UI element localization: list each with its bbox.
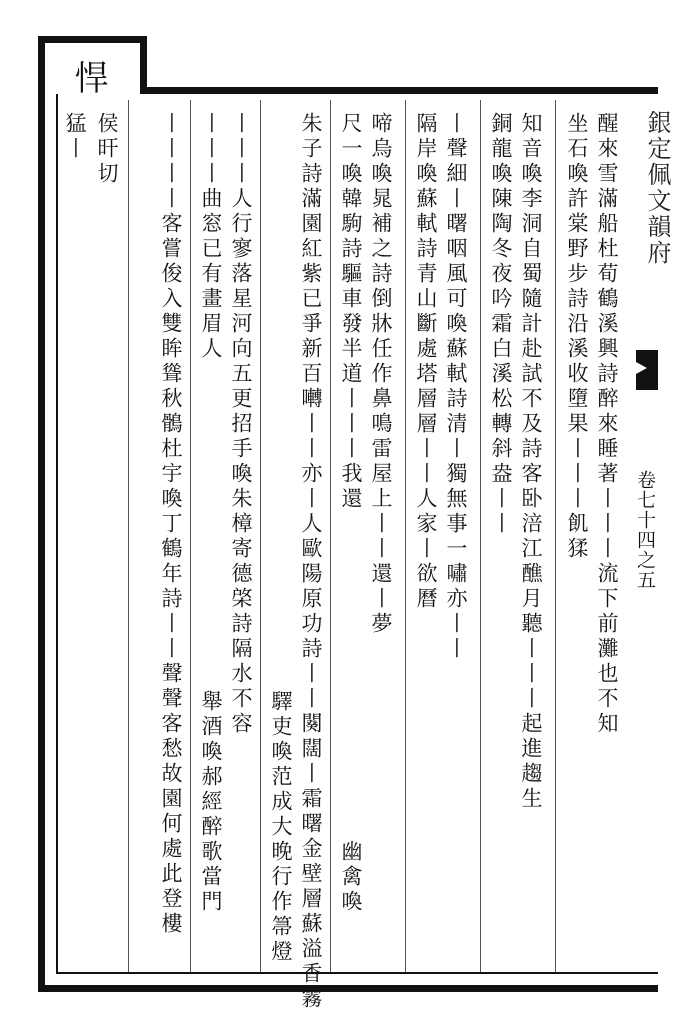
column-rule xyxy=(128,100,129,972)
text-column-9: 幽禽喚 xyxy=(339,840,363,915)
text-column-13: 丨丨丨曲窓已有畫眉人 xyxy=(199,112,223,362)
text-column-14: 舉酒喚郝經醉歌當門 xyxy=(199,690,223,915)
text-column-10: 朱子詩滿園紅紫已爭新百囀丨丨亦丨人歐陽原功詩丨丨闋闊丨霜曙金壁層蘇溢香霧 xyxy=(299,112,323,1012)
text-column-7: 啼烏喚晁補之詩倒牀任作鼻鳴雷屋上丨丨還丨夢 xyxy=(369,112,393,637)
text-column-5: 丨聲細丨曙咽風可喚蘇軾詩清丨獨無事一嘯亦丨丨 xyxy=(444,112,468,662)
column-rule xyxy=(480,100,481,972)
text-column-11: 驛吏喚范成大晚行作箒燈 xyxy=(269,690,293,965)
text-column-3: 知音喚李洞自蜀隨計赴試不及詩客卧涪江醮月聽丨丨丨起進趨生 xyxy=(519,112,543,812)
header-box xyxy=(140,36,658,94)
volume-label: 卷七十四之五 xyxy=(634,470,656,590)
headword-pronunciation: 侯旰切 xyxy=(95,112,119,187)
column-rule xyxy=(555,100,556,972)
text-column-8: 尺一喚韓駒詩驅車發半道丨丨丨我還 xyxy=(339,112,363,512)
headword-char: 悍 xyxy=(62,58,115,96)
text-column-12: 丨丨丨人行寥落星河向五更招手喚朱樟寄德棨詩隔水不容 xyxy=(229,112,253,737)
book-title: 銀定佩文韻府 xyxy=(643,110,671,266)
column-rule xyxy=(405,100,406,972)
text-column-1: 醒來雪滿船杜荀鶴溪興詩醉來睡著丨丨丨流下前灘也不知 xyxy=(595,112,619,737)
column-rule xyxy=(330,100,331,972)
text-column-4: 銅龍喚陳陶冬夜吟霜白溪松轉斜盎丨丨 xyxy=(489,112,513,537)
column-rule xyxy=(190,100,191,972)
column-rule xyxy=(260,100,261,972)
headword-gloss: 猛丨 xyxy=(63,112,87,162)
text-column-2: 坐石喚許棠野步詩沿溪收墮果丨丨丨飢猱 xyxy=(565,112,589,562)
text-column-6: 隔岸喚蘇軾詩青山斷處塔層層丨丨人家丨欲曆 xyxy=(414,112,438,612)
text-column-15: 丨丨丨丨客嘗俊入雙眸聳秋鶻杜宇喚丁鶴年詩丨丨聲聲客愁故園何處此登樓 xyxy=(159,112,183,937)
